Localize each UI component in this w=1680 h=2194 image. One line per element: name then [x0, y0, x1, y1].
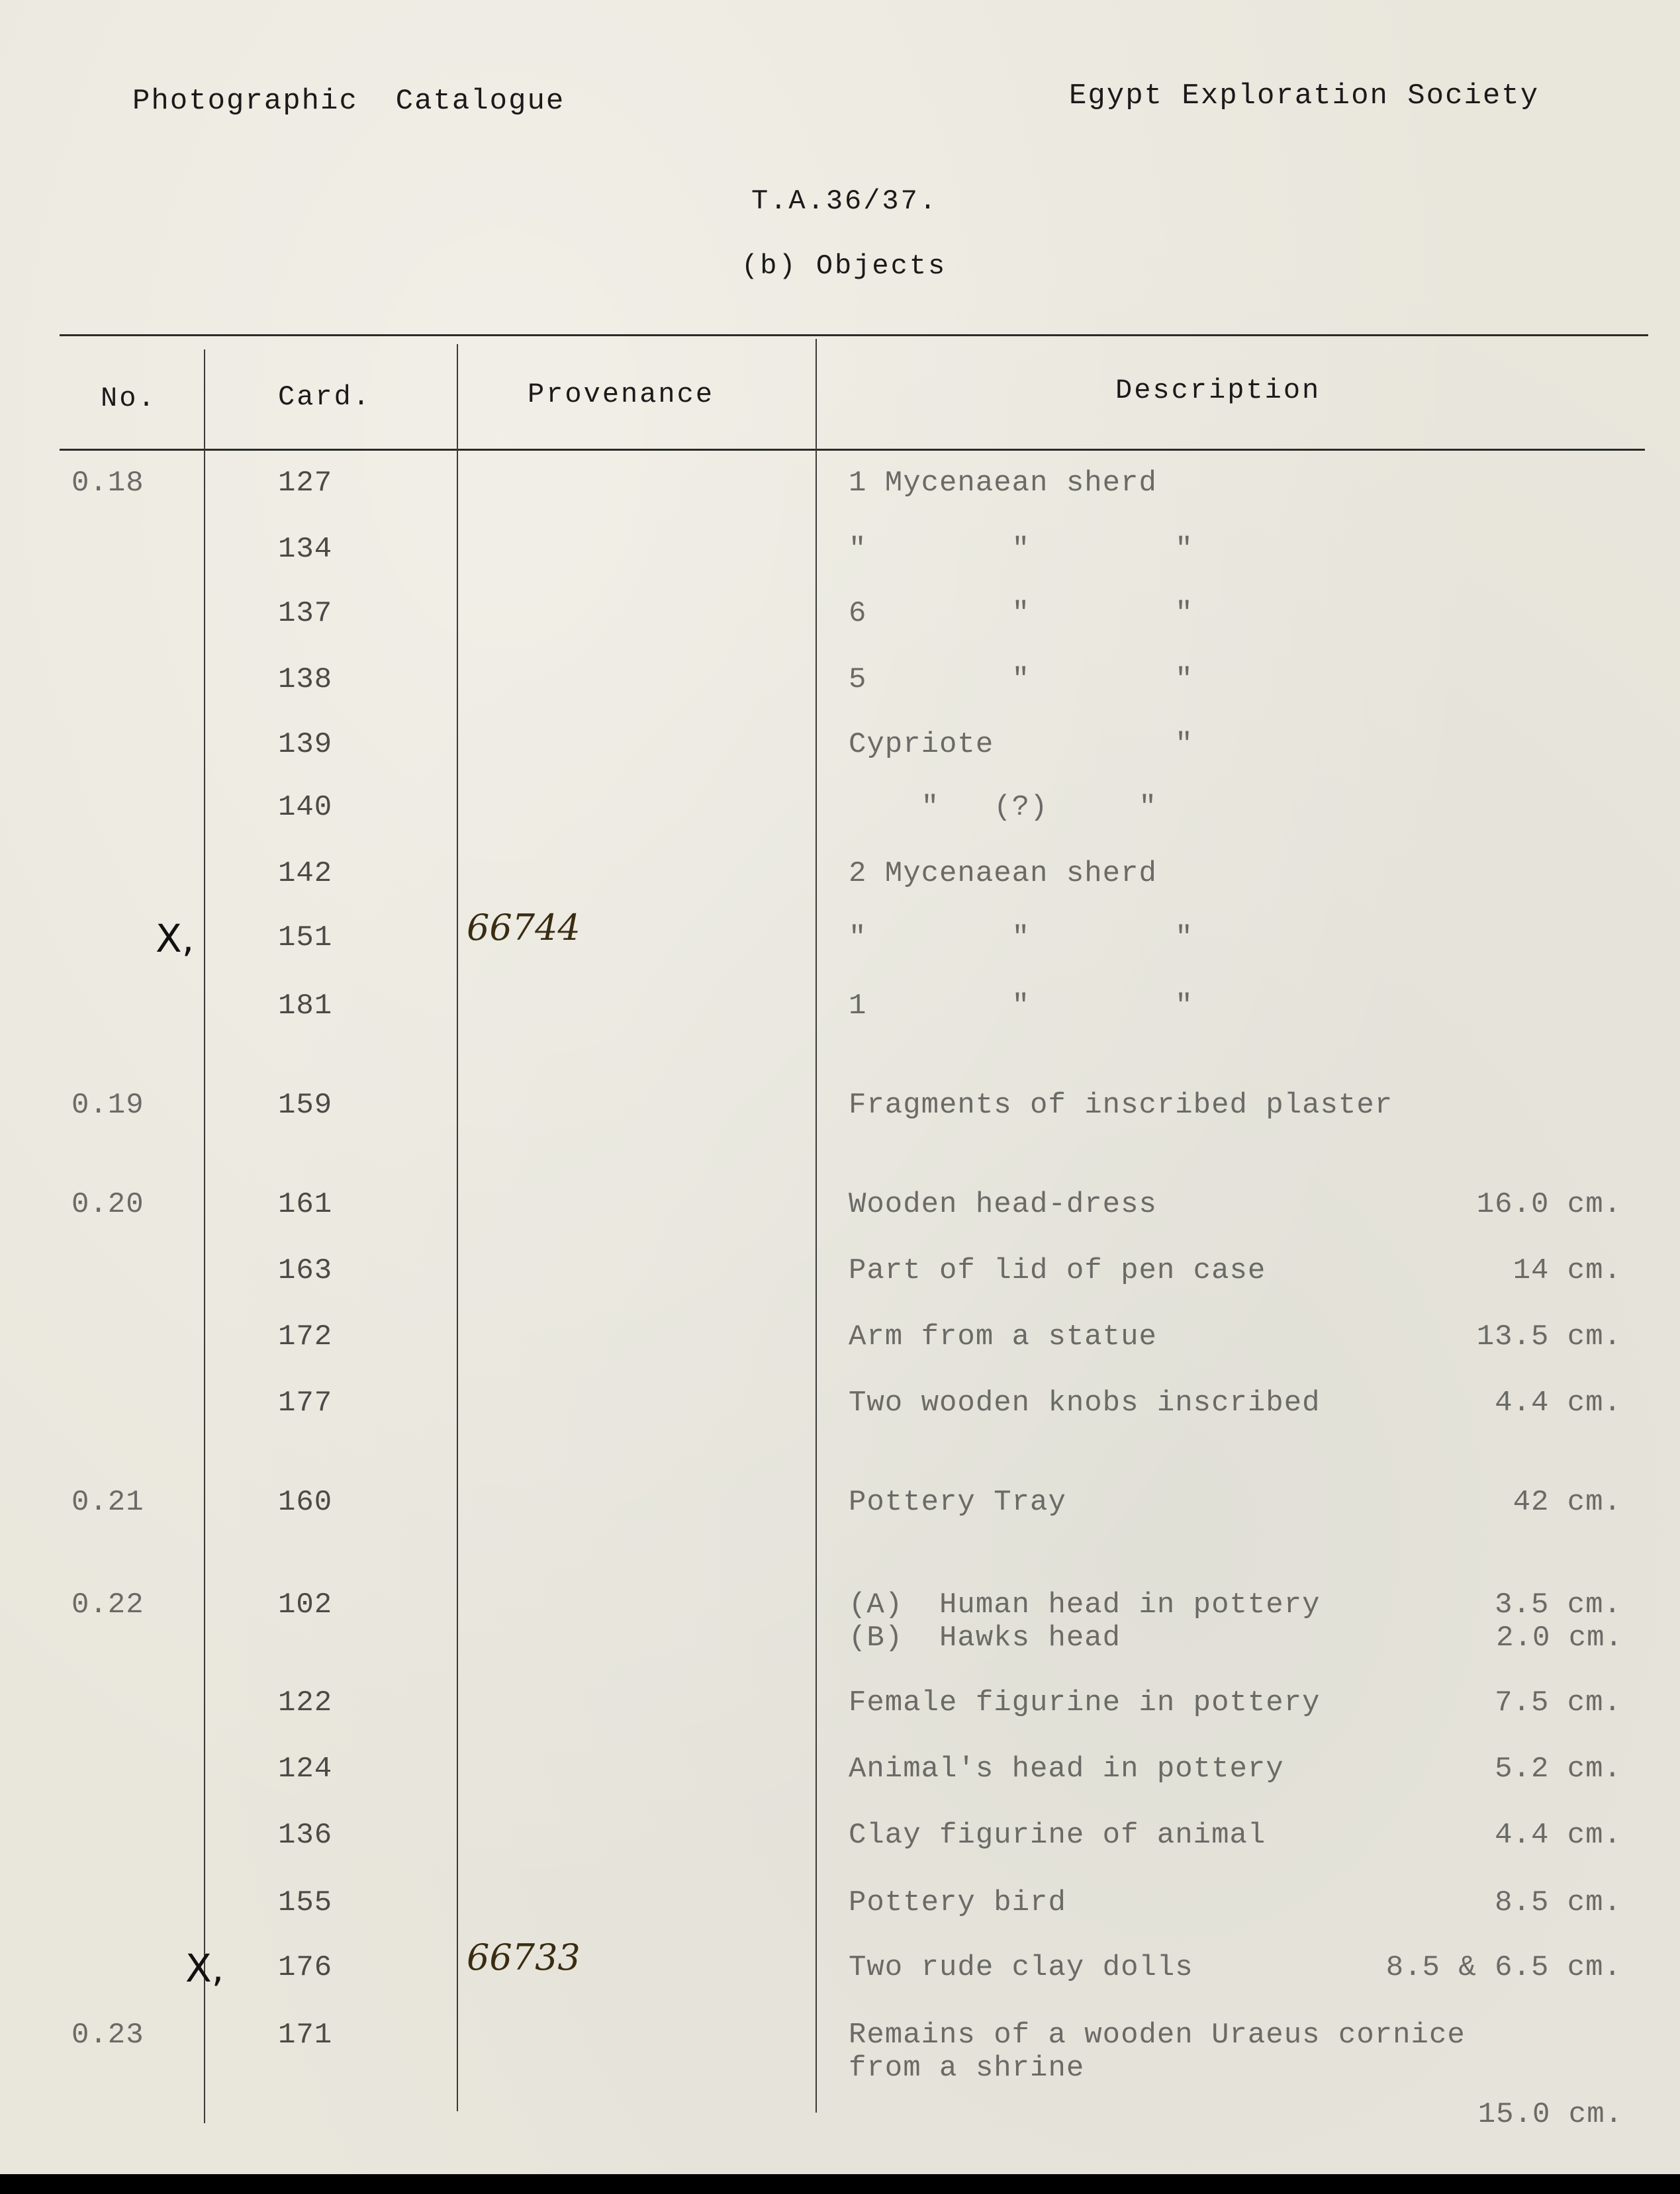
- card-number: 161: [278, 1188, 333, 1221]
- society-name: Egypt Exploration Society: [1069, 79, 1540, 113]
- description-text: 1 Mycenaean sherd: [849, 467, 1157, 500]
- card-number: 138: [278, 663, 333, 696]
- row-number: 0.19: [71, 1089, 144, 1122]
- size-value-secondary: 2.0 cm.: [1496, 1622, 1623, 1655]
- size-value: 13.5 cm.: [1476, 1320, 1622, 1353]
- card-number: 136: [278, 1819, 333, 1852]
- description-text: Fragments of inscribed plaster: [849, 1089, 1393, 1122]
- description-text: " " ": [849, 533, 1193, 566]
- description-text: Cypriote ": [849, 728, 1193, 761]
- section-label: (b) Objects: [741, 250, 947, 282]
- column-header-no: No.: [101, 383, 157, 414]
- description-text: Wooden head-dress: [849, 1188, 1157, 1221]
- card-number: 151: [278, 921, 333, 954]
- card-number: 140: [278, 791, 333, 824]
- row-number: 0.18: [71, 467, 144, 500]
- description-text-continued: (B) Hawks head: [849, 1622, 1121, 1655]
- card-number: 172: [278, 1320, 333, 1353]
- card-number: 137: [278, 597, 333, 630]
- size-value: 3.5 cm.: [1495, 1588, 1622, 1622]
- description-text-continued: from a shrine: [849, 2052, 1085, 2085]
- description-text: Two rude clay dolls: [849, 1951, 1193, 1984]
- provenance-number: 66744: [467, 907, 581, 948]
- description-text: Two wooden knobs inscribed: [849, 1387, 1321, 1420]
- card-number: 142: [278, 857, 333, 890]
- card-number: 155: [278, 1886, 333, 1919]
- card-number: 159: [278, 1089, 333, 1122]
- size-value: 7.5 cm.: [1495, 1686, 1622, 1719]
- description-text: 5 " ": [849, 663, 1193, 696]
- card-number: 124: [278, 1753, 333, 1786]
- description-text: Remains of a wooden Uraeus cornice: [849, 2019, 1466, 2052]
- description-text: Female figurine in pottery: [849, 1686, 1321, 1719]
- handwritten-mark: X,: [185, 1946, 224, 1991]
- table-top-rule: [60, 334, 1648, 336]
- column-divider-3: [816, 339, 817, 2113]
- card-number: 127: [278, 467, 333, 500]
- season-label: T.A.36/37.: [751, 185, 939, 217]
- row-number: 0.20: [71, 1188, 144, 1221]
- card-number: 177: [278, 1387, 333, 1420]
- size-value: 8.5 cm.: [1495, 1886, 1622, 1919]
- card-number: 122: [278, 1686, 333, 1719]
- card-number: 102: [278, 1588, 333, 1622]
- card-number: 139: [278, 728, 333, 761]
- provenance-number: 66733: [467, 1937, 581, 1978]
- description-text: " " ": [849, 921, 1193, 954]
- size-value-secondary: 15.0 cm.: [1477, 2098, 1623, 2131]
- column-header-card: Card.: [278, 381, 372, 413]
- description-text: Clay figurine of animal: [849, 1819, 1266, 1852]
- card-number: 181: [278, 989, 333, 1023]
- description-text: 2 Mycenaean sherd: [849, 857, 1157, 890]
- scan-edge: [0, 2174, 1680, 2194]
- description-text: Arm from a statue: [849, 1320, 1157, 1353]
- column-divider-2: [457, 344, 458, 2111]
- size-value: 5.2 cm.: [1495, 1753, 1622, 1786]
- row-number: 0.22: [71, 1588, 144, 1622]
- size-value: 4.4 cm.: [1495, 1819, 1622, 1852]
- catalogue-title: Photographic Catalogue: [132, 85, 565, 118]
- size-value: 14 cm.: [1513, 1254, 1622, 1287]
- card-number: 163: [278, 1254, 333, 1287]
- size-value: 8.5 & 6.5 cm.: [1385, 1951, 1622, 1984]
- card-number: 171: [278, 2019, 333, 2052]
- header-bottom-rule: [60, 449, 1645, 451]
- card-number: 160: [278, 1486, 333, 1519]
- description-text: Pottery bird: [849, 1886, 1066, 1919]
- size-value: 4.4 cm.: [1495, 1387, 1622, 1420]
- description-text: Pottery Tray: [849, 1486, 1066, 1519]
- description-text: (A) Human head in pottery: [849, 1588, 1321, 1622]
- card-number: 176: [278, 1951, 333, 1984]
- size-value: 42 cm.: [1513, 1486, 1622, 1519]
- size-value: 16.0 cm.: [1476, 1188, 1622, 1221]
- card-number: 134: [278, 533, 333, 566]
- description-text: " (?) ": [849, 791, 1157, 824]
- description-text: 1 " ": [849, 989, 1193, 1023]
- handwritten-mark: X,: [156, 916, 195, 961]
- row-number: 0.23: [71, 2019, 144, 2052]
- column-header-description: Description: [1115, 375, 1321, 406]
- row-number: 0.21: [71, 1486, 144, 1519]
- description-text: 6 " ": [849, 597, 1193, 630]
- description-text: Animal's head in pottery: [849, 1753, 1284, 1786]
- description-text: Part of lid of pen case: [849, 1254, 1266, 1287]
- column-divider-1: [204, 349, 205, 2123]
- column-header-provenance: Provenance: [528, 379, 715, 410]
